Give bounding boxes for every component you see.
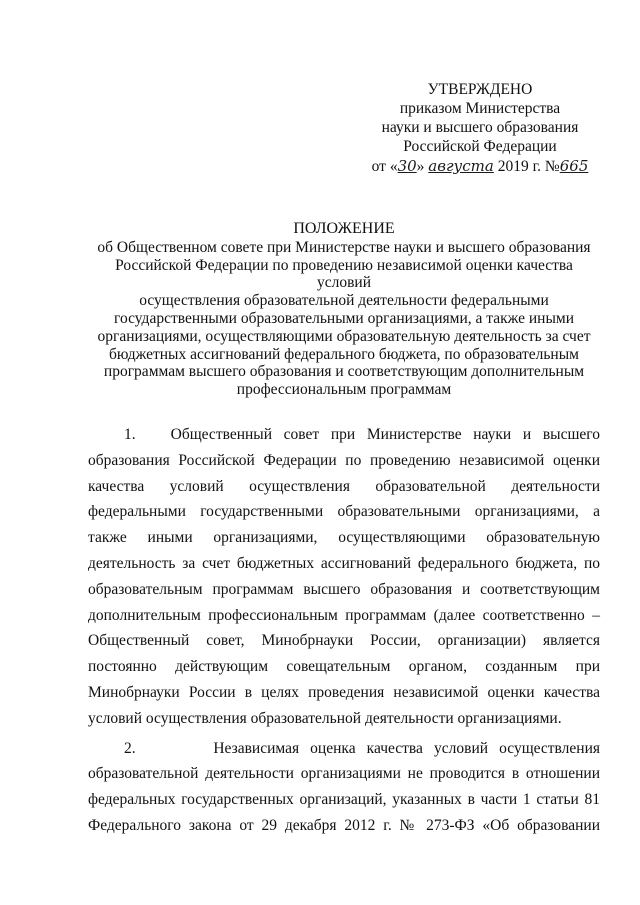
subtitle-line: осуществления образовательной деятельности федеральными (139, 292, 549, 310)
subtitle-line: бюджетных ассигнований федерального бюджета, по образовательным (109, 345, 579, 363)
approval-date-line (350, 157, 610, 176)
approval-stamp-block (350, 80, 610, 176)
approval-line-1: приказом Министерства (399, 100, 561, 117)
subtitle-line: программам высшего образования и соответствующим дополнительным (103, 363, 585, 381)
date-mid: » (416, 158, 429, 175)
paragraph-1 (88, 422, 600, 732)
paragraph-number: 2. (124, 739, 136, 757)
document-title-block (88, 220, 600, 399)
subtitle-line: организациями, осуществляющими образовательную деятельность за счет (97, 327, 591, 345)
handwritten-order-number: 665 (559, 157, 589, 175)
date-prefix: от « (371, 158, 398, 175)
subtitle-line: профессиональным программам (236, 381, 452, 399)
handwritten-day: 30 (397, 157, 417, 175)
document-heading: ПОЛОЖЕНИЕ (293, 220, 395, 237)
paragraph-2 (88, 736, 600, 839)
subtitle-line: государственными образовательными организациями, а также иными (114, 309, 574, 327)
document-body (88, 422, 600, 843)
date-year: 2019 г. № (493, 158, 560, 175)
handwritten-month: августа (428, 157, 494, 175)
approval-line-2: науки и высшего образования (381, 119, 579, 136)
subtitle-line: Российской Федерации по проведению независимой оценки качества условий (115, 256, 573, 292)
paragraph-number: 1. (124, 426, 136, 443)
approval-line-3: Российской Федерации (403, 138, 557, 155)
paragraph-text: Независимая оценка качества условий осуществления образовательной деятельности организациями не проводится в отношении федеральных государственных организаций, указанных в части 1 статьи 81 Федерального закона от 29 декабря 2012 г. № 273-ФЗ «Об образовании (88, 739, 601, 834)
subtitle-line: об Общественном совете при Министерстве науки и высшего образования (97, 238, 591, 256)
approval-title: УТВЕРЖДЕНО (427, 81, 533, 98)
paragraph-text: Общественный совет при Министерстве науки и высшего образования Российской Федерации по проведению независимой оценки качества условий осуществления образовательной деятельности федеральными государственными образовательными организациями, а также иными организациями, осуществляющими образовательную деятельность за счет бюджетных ассигнований федерального бюджета, по образовательным программам высшего образования и соответствующим дополнительным профессиональным программам (далее соответственно – Общественный совет, Минобрнауки России, организации) является постоянно действующим совещательным органом, созданным при Минобрнауки России в целях проведения независимой оценки качества условий осуществления образовательной деятельности организациями. (88, 426, 601, 727)
